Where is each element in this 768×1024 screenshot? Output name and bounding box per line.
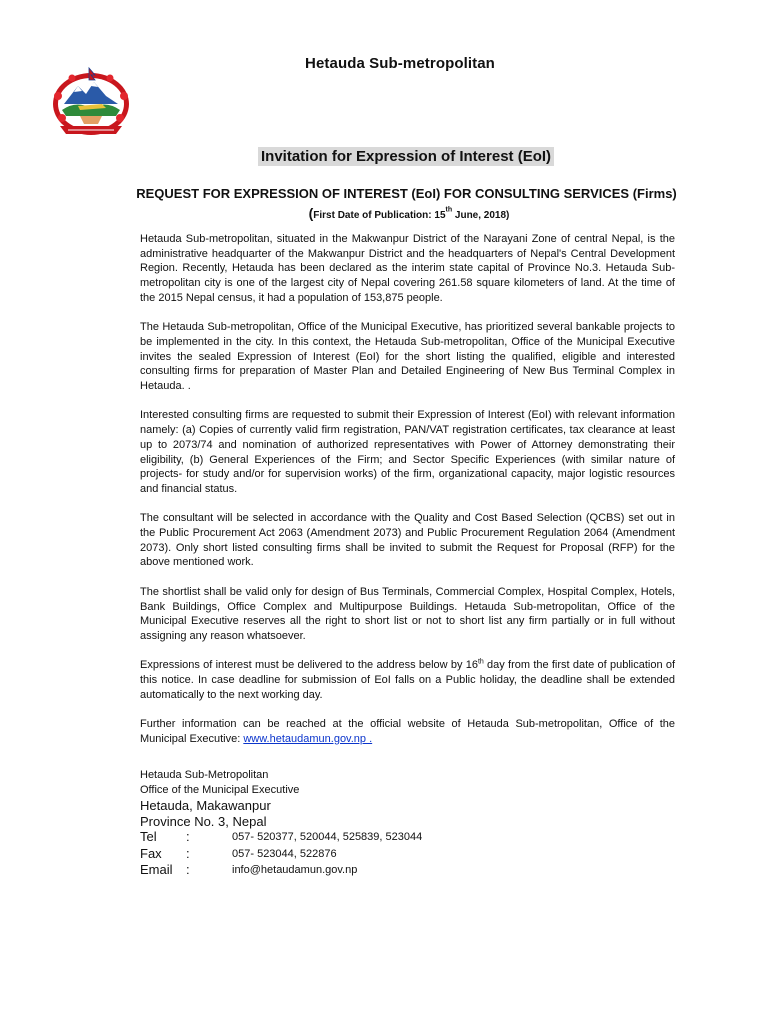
address-line-office: Hetauda Sub-Metropolitan <box>140 769 269 781</box>
contact-block <box>140 829 560 879</box>
address-line-city: Hetauda, Makawanpur <box>140 798 271 813</box>
paragraph-intro: Hetauda Sub-metropolitan, situated in the Makwanpur District of the Narayani Zone of central Nepal, is the administrative headquarter of the Makwanpur District and the headquarters of Nepal's Central Development Region. Recently, Hetauda has been declared as the interim state capital of Province No.3. Hetauda Sub-metropolitan city is one of the largest city of Nepal covering 261.58 square kilometers of land. At the time of the 2015 Nepal census, it had a population of 153,875 people. <box>140 233 675 304</box>
paragraph-selection: The consultant will be selected in accordance with the Quality and Cost Based Selection (QCBS) set out in the Public Procurement Act 2063 (Amendment 2073) and Public Procurement Regulation 2064 (Amendment 2073). Only short listed consulting firms shall be invited to submit the Request for Proposal (RFP) for the above mentioned work. <box>140 512 675 569</box>
org-title: Hetauda Sub-metropolitan <box>305 55 495 72</box>
paragraph-requirements: Interested consulting firms are requested to submit their Expression of Interest (EoI) with relevant information namely: (a) Copies of currently valid firm registration, PAN/VAT registration certificates, tax clearance at least up to 2073/74 and nomination of authorized representatives with Power of Attorney demonstrating their eligibility, (b) General Experiences of the Firm; and Sector Specific Experiences (with similar nature of projects- for study and/or for supervision works) of the firm, organizational capacity, major logistic resources and financial status. <box>140 409 675 495</box>
email-label: Email <box>140 862 173 877</box>
pub-date-sup: th <box>445 206 453 214</box>
contact-row-fax <box>140 846 560 863</box>
request-title: REQUEST FOR EXPRESSION OF INTEREST (EoI) FOR CONSULTING SERVICES (Firms) <box>136 186 677 201</box>
deadline-text-b: day from the first date of publication of this notice. In case deadline for submission of EoI falls on a Public holiday, the deadline shall be extended automatically to the next working day. <box>140 659 675 701</box>
pub-date-open-paren: ( <box>308 205 314 221</box>
website-link[interactable]: www.hetaudamun.gov.np . <box>243 732 373 745</box>
deadline-text-a: Expressions of interest must be delivered to the address below by 16 <box>140 659 478 672</box>
paragraph-shortlist: The shortlist shall be valid only for design of Bus Terminals, Commercial Complex, Hospital Complex, Hotels, Bank Buildings, Office Complex and Multipurpose Buildings. Hetauda Sub-metropolitan, Office of the Municipal Executive reserves all the right to short list or not to short list any firm partially or in full without assigning any reason whatsoever. <box>140 585 675 642</box>
notice-body <box>140 232 675 761</box>
deadline-sup: th <box>477 658 484 666</box>
email-value[interactable]: info@hetaudamun.gov.np <box>232 864 358 876</box>
tel-label: Tel <box>140 829 157 844</box>
pub-date-suffix: June, 2018) <box>452 210 510 221</box>
pub-date-prefix: First Date of Publication: 15 <box>313 210 446 221</box>
address-block <box>140 768 299 830</box>
contact-row-tel <box>140 829 560 846</box>
publication-date <box>0 205 768 223</box>
eoi-title: Invitation for Expression of Interest (EoI) <box>258 147 554 166</box>
tel-colon: : <box>186 829 190 844</box>
address-line-department: Office of the Municipal Executive <box>140 784 300 796</box>
paragraph-website <box>140 717 675 746</box>
paragraph-projects: The Hetauda Sub-metropolitan, Office of the Municipal Executive, has prioritized several bankable projects to be implemented in the city. In this context, the Hetauda Sub-metropolitan, Office of the Municipal Executive invites the sealed Expression of Interest (EoI) for the short listing the qualified, eligible and interested consulting firms for preparation of Master Plan and Detailed Engineering of New Bus Terminal Complex in Hetauda. . <box>140 321 675 393</box>
fax-label: Fax <box>140 845 162 861</box>
fax-colon: : <box>186 845 190 861</box>
nepal-government-emblem-icon <box>50 66 132 138</box>
website-text: Further information can be reached at the official website of Hetauda Sub-metropolitan, Office of the Municipal Executive: <box>140 718 675 745</box>
tel-value: 057- 520377, 520044, 525839, 523044 <box>232 831 423 843</box>
fax-value: 057- 523044, 522876 <box>232 847 337 860</box>
email-colon: : <box>186 862 190 877</box>
paragraph-deadline <box>140 658 675 702</box>
address-line-province: Province No. 3, Nepal <box>140 814 267 829</box>
contact-row-email <box>140 862 560 879</box>
